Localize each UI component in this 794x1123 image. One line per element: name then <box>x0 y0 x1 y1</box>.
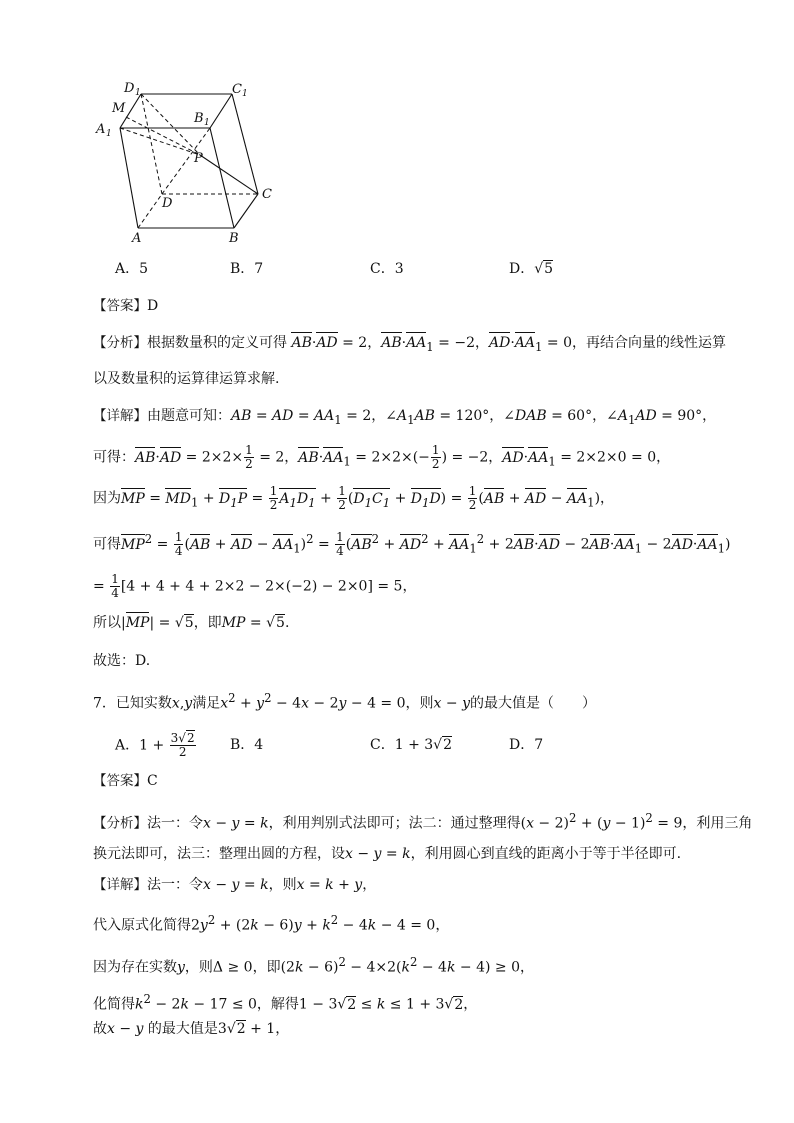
label-A: A <box>132 231 142 245</box>
q7-detail-line4: 化简得$k^2 - 2k - 17 \le 0$，解得1 − 3√2 ≤ k ≤ 1 + 3√2， <box>93 992 478 1013</box>
q6-analysis-line2: 以及数量积的运算律运算求解. <box>93 371 280 387</box>
label-D: D <box>162 196 173 211</box>
q7-analysis-line2: 换元法即可，法三：整理出圆的方程，设x − y = k，利用圆心到直线的距离小于等于半径即可. <box>93 846 682 862</box>
q6-answer: 【答案】D <box>93 298 159 314</box>
q7-detail-line5: 故x − y 的最大值是3√2 + 1， <box>93 1021 290 1037</box>
q6-detail-line4: 可得$MP^2$ = $\frac{1}{4}$ (AB + AD − $AA_1)^2$ = $\frac{1}{4}$ $(AB^2 + AD^2 + AA_1^2 + 2AB\cdot AD - 2AB\cdot AA_1 - 2AD\cdot AA_1)$ <box>93 530 731 559</box>
label-P: P <box>194 151 203 166</box>
q7-analysis-line1: 【分析】法一：令x − y = k，利用判别式法即可；法二：通过整理得$(x - 2)^2 + (y - 1)^2 = 9$，利用三角 <box>93 811 753 832</box>
q7-option-c: C．1 + 3√2 <box>370 737 453 753</box>
option-b: B．7 <box>230 261 264 277</box>
label-D1: D <box>124 81 135 96</box>
q7-option-b: B．4 <box>230 737 264 753</box>
q6-detail-line5: = $\frac{1}{4}$ [4 + 4 + 4 + 2×2 − 2×(−2) − 2×0] = 5， <box>93 572 417 600</box>
label-B1: B <box>194 111 204 126</box>
q7-answer: 【答案】C <box>93 773 158 789</box>
q7-detail-line3: 因为存在实数y，则Δ ≥ 0，即$(2k - 6)^2 - 4\times 2(k^2 - 4k - 4) \ge 0$， <box>93 955 534 976</box>
q6-detail-line2: 可得：AB·AD = 2×2× $\frac{1}{2}$ = 2，$AB\cdot AA_1 = 2\times 2\times(-$ $\frac{1}{2}$ ) = −2，$AD\cdot AA_1 = 2\times 2\times 0 = 0$， <box>93 443 671 471</box>
option-c: C．3 <box>370 261 404 277</box>
q6-detail-line3: 因为MP = $MD_1 + D_1P$ = $\frac{1}{2}$ $A_1D_1$ + $\frac{1}{2}$ $(D_1C_1 + D_1D)$ = $\frac{1}{2}$ (AB + AD − $AA_1$)， <box>93 484 615 512</box>
q7-detail-line1: 【详解】法一：令x − y = k，则x = k + y， <box>93 877 377 893</box>
q7-option-d: D．7 <box>509 737 544 753</box>
q7-stem: 7．已知实数x,y满足$x^2 + y^2 - 4x - 2y - 4 = 0$，则x − y的最大值是（ ） <box>93 691 596 712</box>
svg-text:1: 1 <box>135 88 141 98</box>
label-B: B <box>229 231 239 245</box>
label-M: M <box>112 101 126 116</box>
option-a: A．5 <box>115 261 149 277</box>
q7-option-a: A．1 + $\frac{3√2}{2}$ <box>115 731 195 759</box>
q6-analysis-line1: 【分析】根据数量积的定义可得 AB·AD = 2，$AB\cdot AA_1 = -2$，$AD\cdot AA_1 = 0$，再结合向量的线性运算 <box>93 335 726 354</box>
q7-detail-line2: 代入原式化简得$2y^2 + (2k - 6)y + k^2 - 4k - 4 = 0$， <box>93 913 450 934</box>
svg-text:1: 1 <box>106 129 112 139</box>
label-A1: A <box>96 122 106 137</box>
parallelepiped-figure <box>90 80 290 245</box>
q6-detail-line1: 【详解】由题意可知：AB = AD = $AA_1 = 2$，$\angle A_1AB = 120^\circ$，∠DAB = 60°，$\angle A_1AD = 90^\circ$， <box>93 408 717 427</box>
label-C: C <box>262 187 272 202</box>
q6-conclusion: 故选：D. <box>93 653 151 669</box>
label-C1: C <box>232 82 242 97</box>
svg-text:1: 1 <box>204 118 210 128</box>
option-d: D．√5 <box>509 261 554 277</box>
q6-detail-line6: 所以|MP| = √5，即MP = √5. <box>93 615 290 631</box>
svg-text:1: 1 <box>242 89 248 99</box>
